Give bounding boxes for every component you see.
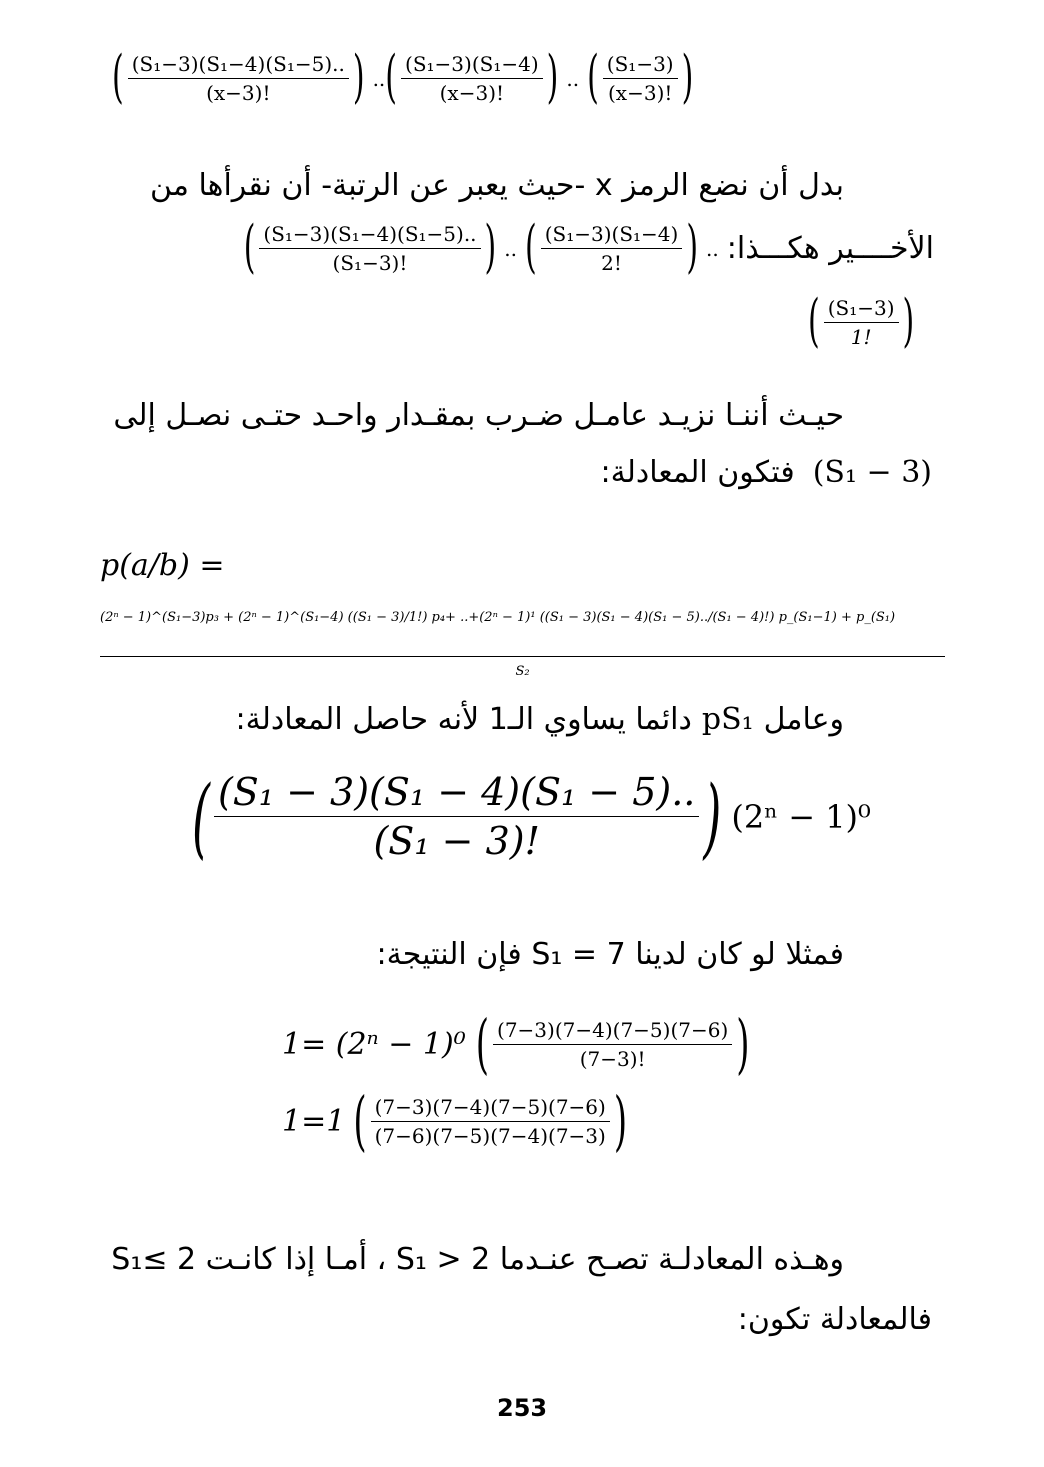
top-fraction-2: $\frac{\text{(S₁−3)(S₁−4)}}{(x-3)!}$ (401, 52, 543, 105)
equation-denominator: S₂ (515, 664, 530, 679)
para4-line1: وهـذه المعادلـة تصـح عنـدما S₁ > 2 ، أمـا إذا كانـت S₁≤ 2 (111, 1242, 844, 1277)
example-eq2: 1=1 ( $\frac{(7-3)(7-4)(7-5)(7-6)}{(7-6)(7-5)(7-4)(7-3)}$ ) (282, 1083, 628, 1160)
para1-fraction-2: $\frac{\text{(S₁−3)(S₁−4)}}{2!}$ (541, 222, 683, 275)
top-separator-2: .. (566, 66, 580, 91)
equation-fraction-bar (100, 656, 945, 657)
para1-line1: بدل أن نضع الرمز x -حيث يعبر عن الرتبة- أن نقرأها من (150, 168, 844, 203)
para3: وعامل pS₁ دائما يساوي الـ1 لأنه حاصل المعادلة: (235, 702, 844, 737)
top-fraction-1: $\frac{\text{(S₁−3)(S₁−4)(S₁−5)..}}{(x-3)!}$ (128, 52, 349, 105)
para1-fraction-1: $\frac{\text{(S₁−3)(S₁−4)(S₁−5)..}}{\text{(S₁−3)!}}$ (259, 222, 480, 275)
example-eq2-fraction: $\frac{(7-3)(7-4)(7-5)(7-6)}{(7-6)(7-5)(7-4)(7-3)}$ (371, 1095, 610, 1148)
para1-line2: الأخــــير هكـــذا: ( $\frac{\text{(S₁−3)(S₁−4)(S₁−5)..}}{\text{(S₁−3)!}}$ ) .. ( $\frac{\text{(S₁−3)(S₁−4)}}{2!}$ ) .. (243, 214, 934, 281)
big-fraction: $\frac{\text{(S₁ − 3)(S₁ − 4)(S₁ − 5)..}}{\text{(S₁ − 3)!}}$ (214, 770, 699, 863)
page-number: 253 (497, 1394, 548, 1422)
para1-separator-1: .. (504, 236, 517, 261)
equation-numerator: (2ⁿ − 1)^(S₁−3)p₃ + (2ⁿ − 1)^(S₁−4) ((S₁ − 3)/1!) p₄+ ..+(2ⁿ − 1)¹ ((S₁ − 3)(S₁ − 4)(S₁ − 5)../(S₁ − 4)!) p_(S₁−1) + p_(S₁) (100, 610, 896, 625)
ps1-symbol: pS₁ (701, 702, 754, 737)
para2-line1: حيـث أننـا نزيـد عامـل ضـرب بمقـدار واحـد حتـى نصـل إلى (113, 398, 844, 433)
para1-fraction-3-wrap: ( $\frac{\text{(S₁−3)}}{1!}$ ) (808, 288, 915, 355)
example-text: فمثلا لو كان لدينا S₁ = 7 فإن النتيجة: (376, 937, 844, 972)
example-eq1: 1= (2ⁿ − 1)⁰ ( $\frac{(7-3)(7-4)(7-5)(7-6)}{(7-3)!}$ ) (282, 1006, 750, 1083)
equation-lhs: p(a/b) = (100, 548, 225, 583)
top-separator-1: .. (372, 66, 386, 91)
para1-separator-2: .. (706, 236, 719, 261)
para1-fraction-3: $\frac{\text{(S₁−3)}}{1!}$ (824, 296, 899, 349)
top-fraction-3: $\frac{\text{(S₁−3)}}{(x-3)!}$ (603, 52, 678, 105)
para1-formulas: ( $\frac{\text{(S₁−3)(S₁−4)(S₁−5)..}}{\text{(S₁−3)!}}$ ) .. ( $\frac{\text{(S₁−3)(S₁−4)}}{2!}$ ) .. (243, 214, 719, 281)
top-formula: ( $\frac{\text{(S₁−3)(S₁−4)(S₁−5)..}}{(x-3)!}$ ) .. ( $\frac{\text{(S₁−3)(S₁−4)}}{(x-3)!}$ ) .. ( $\frac{\text{(S₁−3)}}{(x-3)!}$ ) (112, 44, 694, 111)
para2-line2: (S₁ − 3) فتكون المعادلة: (600, 455, 932, 490)
example-eq1-fraction: $\frac{(7-3)(7-4)(7-5)(7-6)}{(7-3)!}$ (493, 1018, 732, 1071)
big-formula: ( $\frac{\text{(S₁ − 3)(S₁ − 4)(S₁ − 5)..}}{\text{(S₁ − 3)!}}$ ) (2ⁿ − 1)⁰ (192, 765, 871, 868)
para4-line2: فالمعادلة تكون: (737, 1302, 932, 1337)
